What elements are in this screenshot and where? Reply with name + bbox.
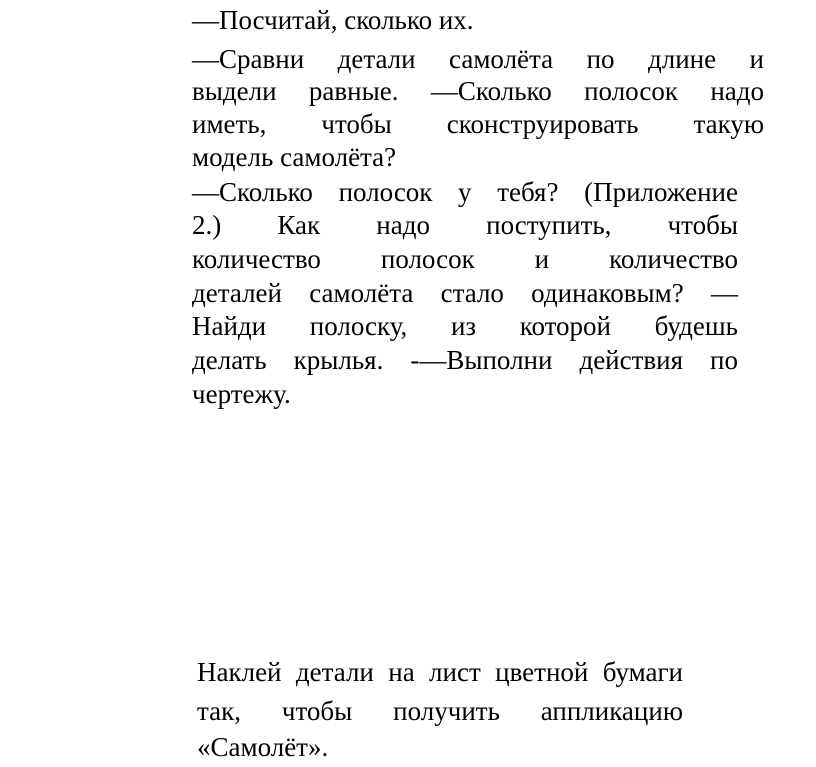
text-line: чертежу.	[192, 379, 291, 409]
text-line: —Посчитай, сколько их.	[192, 5, 474, 35]
text-line: —Сравни детали самолёта по длине и	[192, 44, 764, 74]
text-line: делать крылья. -—Выполни действия по	[192, 345, 738, 375]
text-line: —Сколько полосок у тебя? (Приложение	[192, 177, 738, 207]
text-line: иметь, чтобы сконструировать такую	[192, 109, 764, 139]
text-line: выдели равные. —Сколько полосок надо	[192, 76, 764, 106]
text-line: так, чтобы получить аппликацию	[197, 696, 683, 726]
text-line: Найди полоску, из которой будешь	[192, 311, 738, 341]
text-line: 2.) Как надо поступить, чтобы	[192, 210, 738, 240]
text-line: модель самолёта?	[192, 142, 397, 172]
text-line: количество полосок и количество	[192, 244, 738, 274]
text-line: Наклей детали на лист цветной бумаги	[197, 657, 683, 687]
text-line: деталей самолёта стало одинаковым? —	[192, 278, 738, 308]
text-line: «Самолёт».	[197, 732, 329, 762]
